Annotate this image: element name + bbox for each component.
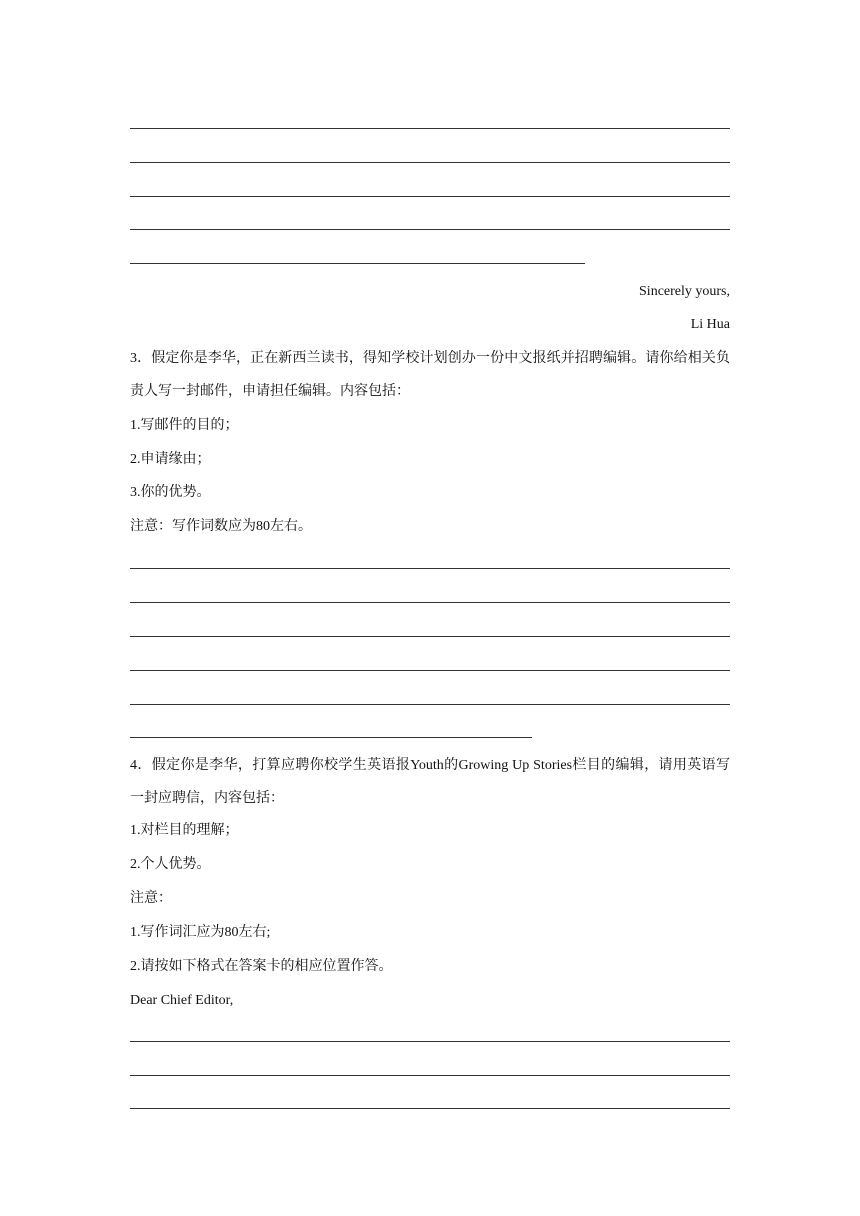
answer-line[interactable]: [130, 162, 730, 163]
answer-line-short[interactable]: [130, 737, 532, 738]
question-4-note-label: 注意：: [130, 891, 172, 906]
answer-line[interactable]: [130, 1041, 730, 1042]
answer-line[interactable]: [130, 1108, 730, 1109]
question-3-point-3: 3.你的优势。: [130, 485, 211, 500]
answer-line[interactable]: [130, 602, 730, 603]
answer-line[interactable]: [130, 636, 730, 637]
answer-line[interactable]: [130, 1075, 730, 1076]
answer-line[interactable]: [130, 568, 730, 569]
answer-line[interactable]: [130, 704, 730, 705]
answer-line[interactable]: [130, 670, 730, 671]
signature-text: Li Hua: [690, 317, 730, 332]
answer-line[interactable]: [130, 229, 730, 230]
answer-line-short[interactable]: [130, 263, 585, 264]
question-3-note: 注意：写作词数应为80左右。: [130, 519, 312, 534]
salutation-text: Dear Chief Editor,: [130, 993, 234, 1008]
answer-line[interactable]: [130, 128, 730, 129]
question-4-point-2: 2.个人优势。: [130, 857, 211, 872]
answer-line[interactable]: [130, 196, 730, 197]
question-4-point-1: 1.对栏目的理解；: [130, 823, 239, 838]
question-4-prompt: 4．假定你是李华，打算应聘你校学生英语报Youth的Growing Up Stories栏目的编辑，请用英语写一封应聘信，内容包括：: [130, 758, 730, 806]
question-4-note-1: 1.写作词汇应为80左右;: [130, 925, 271, 940]
question-4-note-2: 2.请按如下格式在答案卡的相应位置作答。: [130, 959, 393, 974]
closing-text: Sincerely yours,: [639, 284, 730, 299]
question-3-point-1: 1.写邮件的目的；: [130, 418, 239, 433]
question-3-prompt: 3．假定你是李华，正在新西兰读书，得知学校计划创办一份中文报纸并招聘编辑。请你给相关负责人写一封邮件，申请担任编辑。内容包括：: [130, 351, 730, 399]
question-3-point-2: 2.申请缘由；: [130, 452, 211, 467]
